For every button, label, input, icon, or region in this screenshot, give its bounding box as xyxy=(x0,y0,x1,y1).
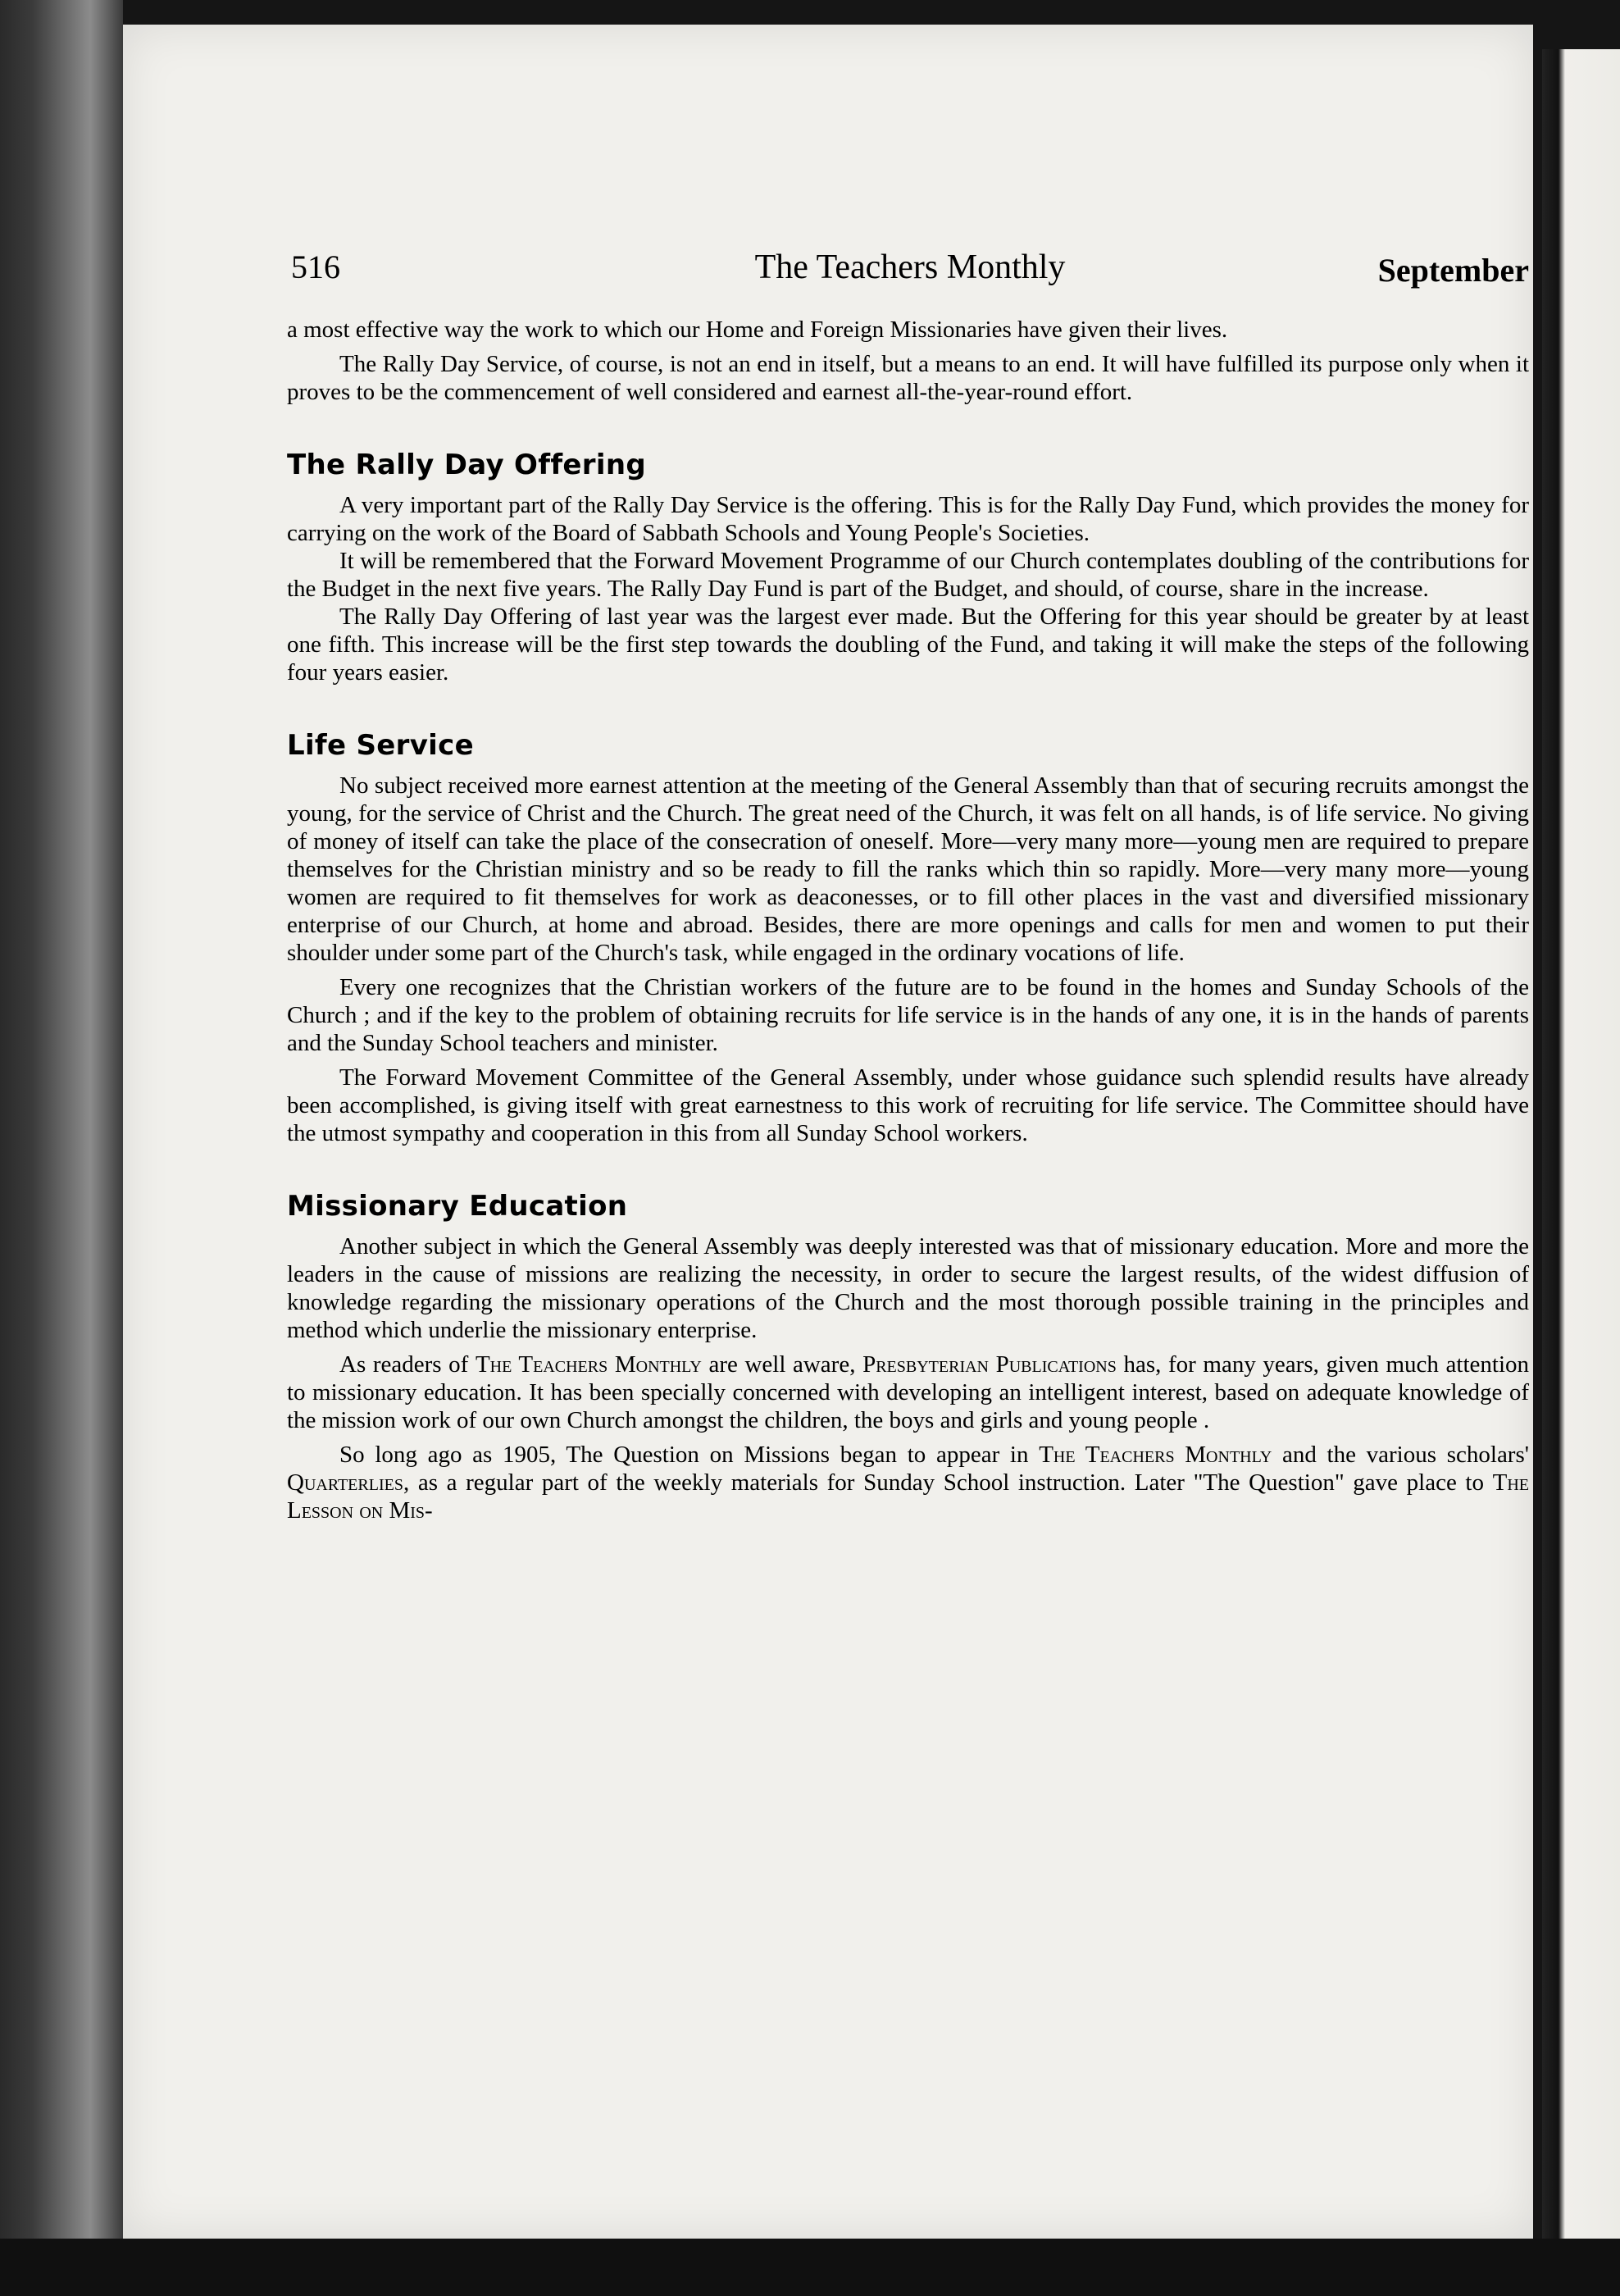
intro-paragraph-2: The Rally Day Service, of course, is not an end in itself, but a means to an end. It will have fulfilled its purpose only when it proves to be the commencement of well considered and earnest all-the-year-round effort. xyxy=(287,351,1529,405)
text-run: are well aware, xyxy=(701,1351,863,1378)
journal-title: The Teachers Monthly xyxy=(754,248,1066,286)
small-caps-lesson-title: The Lesson on Mis- xyxy=(287,1469,1529,1524)
small-caps-journal-name: The Teachers Monthly xyxy=(1039,1442,1272,1468)
small-caps-journal-name: The Teachers Monthly xyxy=(475,1351,702,1378)
facing-page-edge xyxy=(1542,49,1620,2263)
text-run: So long ago as 1905, The Question on Missions began to appear in xyxy=(339,1442,1040,1468)
life-paragraph-3: The Forward Movement Committee of the General Assembly, under whose guidance such splendid results have already been accomplished, is giving itself with great earnestness to this work of recruiting for life service. The Committee should have the utmost sympathy and cooperation in this from all Sunday School workers. xyxy=(287,1064,1529,1146)
intro-paragraph-1: a most effective way the work to which our Home and Foreign Missionaries have given their lives. xyxy=(287,317,1228,343)
section-heading-rally-day-offering: The Rally Day Offering xyxy=(287,449,646,481)
missionary-paragraph-3 xyxy=(287,1441,1529,1524)
life-paragraph-2: Every one recognizes that the Christian workers of the future are to be found in the homes and Sunday Schools of the Church ; and if the key to the problem of obtaining recruits for life service is in the hands of any one, it is in the hands of parents and the Sunday School teachers and minister. xyxy=(287,974,1529,1056)
offering-paragraph-1: A very important part of the Rally Day Service is the offering. This is for the Rally Day Fund, which provides the money for carrying on the work of the Board of Sabbath Schools and Young People's Societies. xyxy=(287,492,1529,546)
missionary-paragraph-1: Another subject in which the General Assembly was deeply interested was that of missionary education. More and more the leaders in the cause of missions are realizing the necessity, in order to secure the largest results, of the widest diffusion of knowledge regarding the missionary operations of the Church and the most thorough possible training in the principles and method which underlie the missionary enterprise. xyxy=(287,1233,1529,1343)
book-binding-edge xyxy=(0,0,123,2296)
issue-month: September xyxy=(1377,252,1529,289)
section-heading-missionary-education: Missionary Education xyxy=(287,1190,628,1223)
offering-paragraph-2: It will be remembered that the Forward Movement Programme of our Church contemplates doubling of the contributions for the Budget in the next five years. The Rally Day Fund is part of the Budget, and should, of course, share in the increase. xyxy=(287,548,1529,602)
text-run: As readers of xyxy=(339,1351,476,1378)
page-body xyxy=(287,316,1529,1524)
book-page xyxy=(123,25,1533,2239)
small-caps-quarterlies: Quarterlies xyxy=(287,1469,403,1496)
missionary-paragraph-2 xyxy=(287,1351,1529,1434)
offering-paragraph-3: The Rally Day Offering of last year was the largest ever made. But the Offering for this year should be greater by at least one fifth. This increase will be the first step towards the doubling of the Fund, and taking it will make the steps of the following four years easier. xyxy=(287,604,1529,686)
running-header xyxy=(291,248,1529,289)
life-paragraph-1: No subject received more earnest attention at the meeting of the General Assembly than that of securing recruits amongst the young, for the service of Christ and the Church. The great need of the Church, it was felt on all hands, is of life service. No giving of money of itself can take the place of the consecration of oneself. More—very many more—young men are required to prepare themselves for the Christian ministry and so be ready to fill the ranks which thin so rapidly. More—very many more—young women are required to fit themselves for work as deaconesses, or to fill other places in the vast and diversified missionary enterprise of our Church, at home and abroad. Besides, there are more openings and calls for men and women to put their shoulder under some part of the Church's task, while engaged in the ordinary vocations of life. xyxy=(287,772,1529,966)
text-run: and the various scholars' xyxy=(1272,1442,1529,1468)
small-caps-publisher-name: Presbyterian Publications xyxy=(862,1351,1117,1378)
scan-bottom-border xyxy=(0,2239,1620,2296)
section-heading-life-service: Life Service xyxy=(287,729,474,762)
text-run: has, for many years, given much attention to missionary education. It has been specially concerned with developing an intelligent interest, based on adequate knowledge of the mission work of our own Church amongst the children, the boys and girls and young people . xyxy=(287,1351,1530,1433)
text-run: , as a regular part of the weekly materials for Sunday School instruction. Later "The Question" gave place to xyxy=(403,1469,1493,1496)
page-number: 516 xyxy=(291,248,340,285)
